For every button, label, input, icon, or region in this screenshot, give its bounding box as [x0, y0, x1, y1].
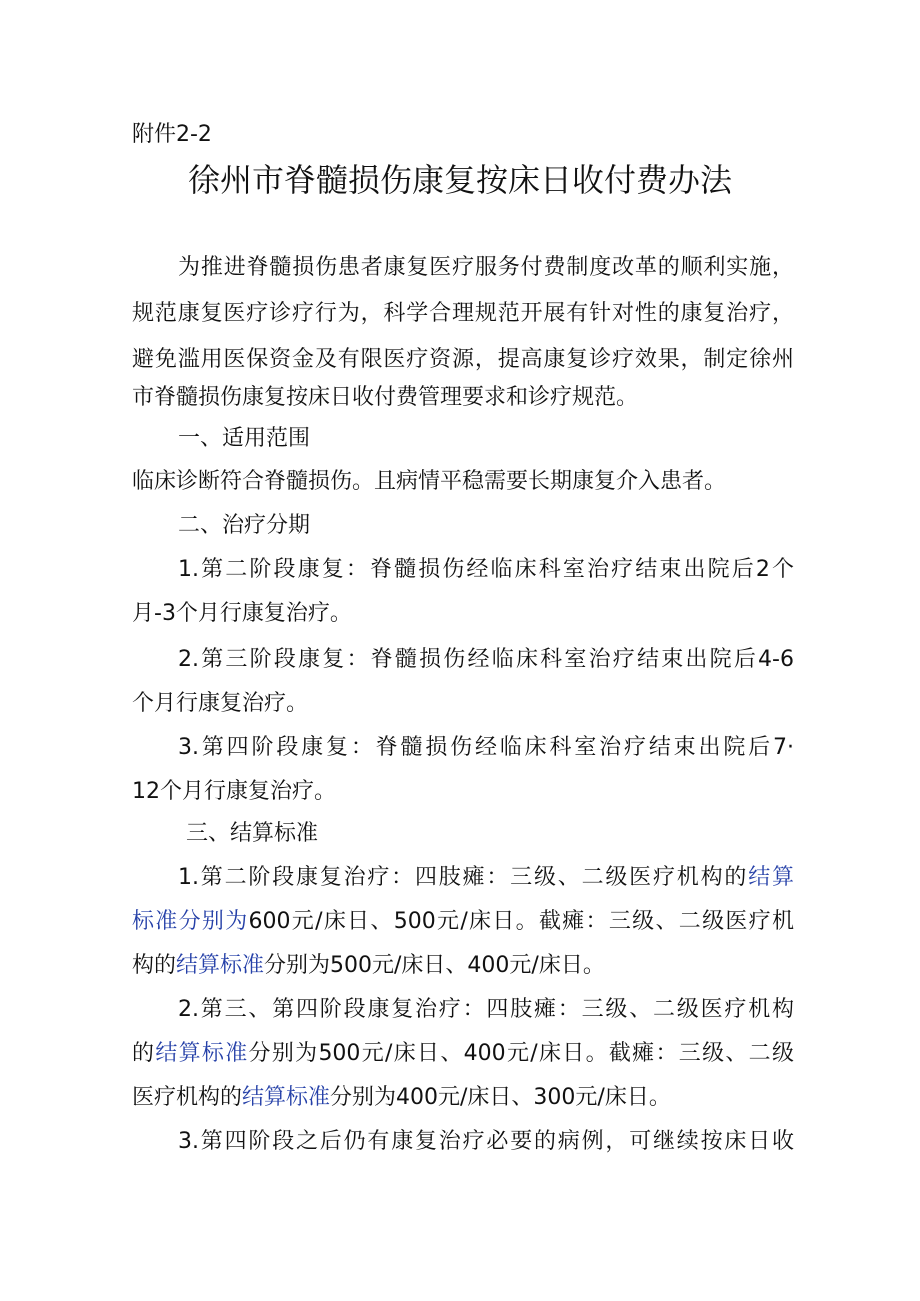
settlement-standard-highlight: 标准分别为 — [132, 909, 249, 934]
settlement-item-1-line-3 — [132, 951, 605, 981]
settlement-text: 600元/床日、500元/床日。截瘫：三级、二级医疗机 — [248, 909, 794, 934]
section-3-heading: 三、结算标准 — [186, 821, 319, 846]
settlement-text: 1.第二阶段康复治疗：四肢瘫：三级、二级医疗机构的 — [178, 865, 749, 890]
settlement-text: 医疗机构的 — [132, 1085, 243, 1110]
stage-item-3-line-1: 3.第四阶段康复：脊髓损伤经临床科室治疗结束出院后7· — [178, 735, 794, 760]
attachment-label: 附件2-2 — [132, 122, 212, 147]
intro-line-3: 避免滥用医保资金及有限医疗资源，提高康复诊疗效果，制定徐州 — [132, 347, 794, 372]
settlement-standard-highlight: 结算 — [748, 865, 794, 890]
settlement-standard-highlight: 结算标准 — [176, 953, 265, 978]
intro-line-4: 市脊髓损伤康复按床日收付费管理要求和诊疗规范。 — [132, 385, 639, 410]
settlement-text: 分别为400元/床日、300元/床日。 — [330, 1085, 671, 1110]
intro-line-1: 为推进脊髓损伤患者康复医疗服务付费制度改革的顺利实施， — [178, 255, 794, 280]
settlement-item-1-line-2 — [132, 907, 794, 937]
section-2-heading: 二、治疗分期 — [178, 513, 311, 538]
settlement-item-1-line-1 — [178, 863, 794, 893]
section-1-text: 临床诊断符合脊髓损伤。且病情平稳需要长期康复介入患者。 — [132, 469, 727, 494]
intro-line-2: 规范康复医疗诊疗行为，科学合理规范开展有针对性的康复治疗， — [132, 301, 794, 326]
settlement-item-2-line-1: 2.第三、第四阶段康复治疗：四肢瘫：三级、二级医疗机构 — [178, 997, 794, 1022]
stage-item-1-line-1: 1.第二阶段康复：脊髓损伤经临床科室治疗结束出院后2个 — [178, 557, 794, 582]
settlement-text: 分别为500元/床日、400元/床日。 — [264, 953, 605, 978]
section-1-heading: 一、适用范围 — [178, 426, 311, 451]
document-title: 徐州市脊髓损伤康复按床日收付费办法 — [187, 161, 732, 199]
settlement-text: 的 — [132, 1041, 156, 1066]
settlement-text: 分别为500元/床日、400元/床日。截瘫：三级、二级 — [248, 1041, 794, 1066]
stage-item-3-line-2: 12个月行康复治疗。 — [132, 779, 336, 804]
settlement-item-2-line-2 — [132, 1039, 794, 1069]
settlement-item-2-line-3 — [132, 1083, 671, 1113]
stage-item-1-line-2: 月-3个月行康复治疗。 — [132, 601, 352, 626]
settlement-standard-highlight: 结算标准 — [155, 1041, 249, 1066]
settlement-standard-highlight: 结算标准 — [242, 1085, 331, 1110]
stage-item-2-line-2: 个月行康复治疗。 — [132, 691, 309, 716]
stage-item-2-line-1: 2.第三阶段康复：脊髓损伤经临床科室治疗结束出院后4-6 — [178, 647, 794, 672]
settlement-text: 构的 — [132, 953, 177, 978]
settlement-item-3-line-1: 3.第四阶段之后仍有康复治疗必要的病例，可继续按床日收 — [178, 1129, 794, 1154]
